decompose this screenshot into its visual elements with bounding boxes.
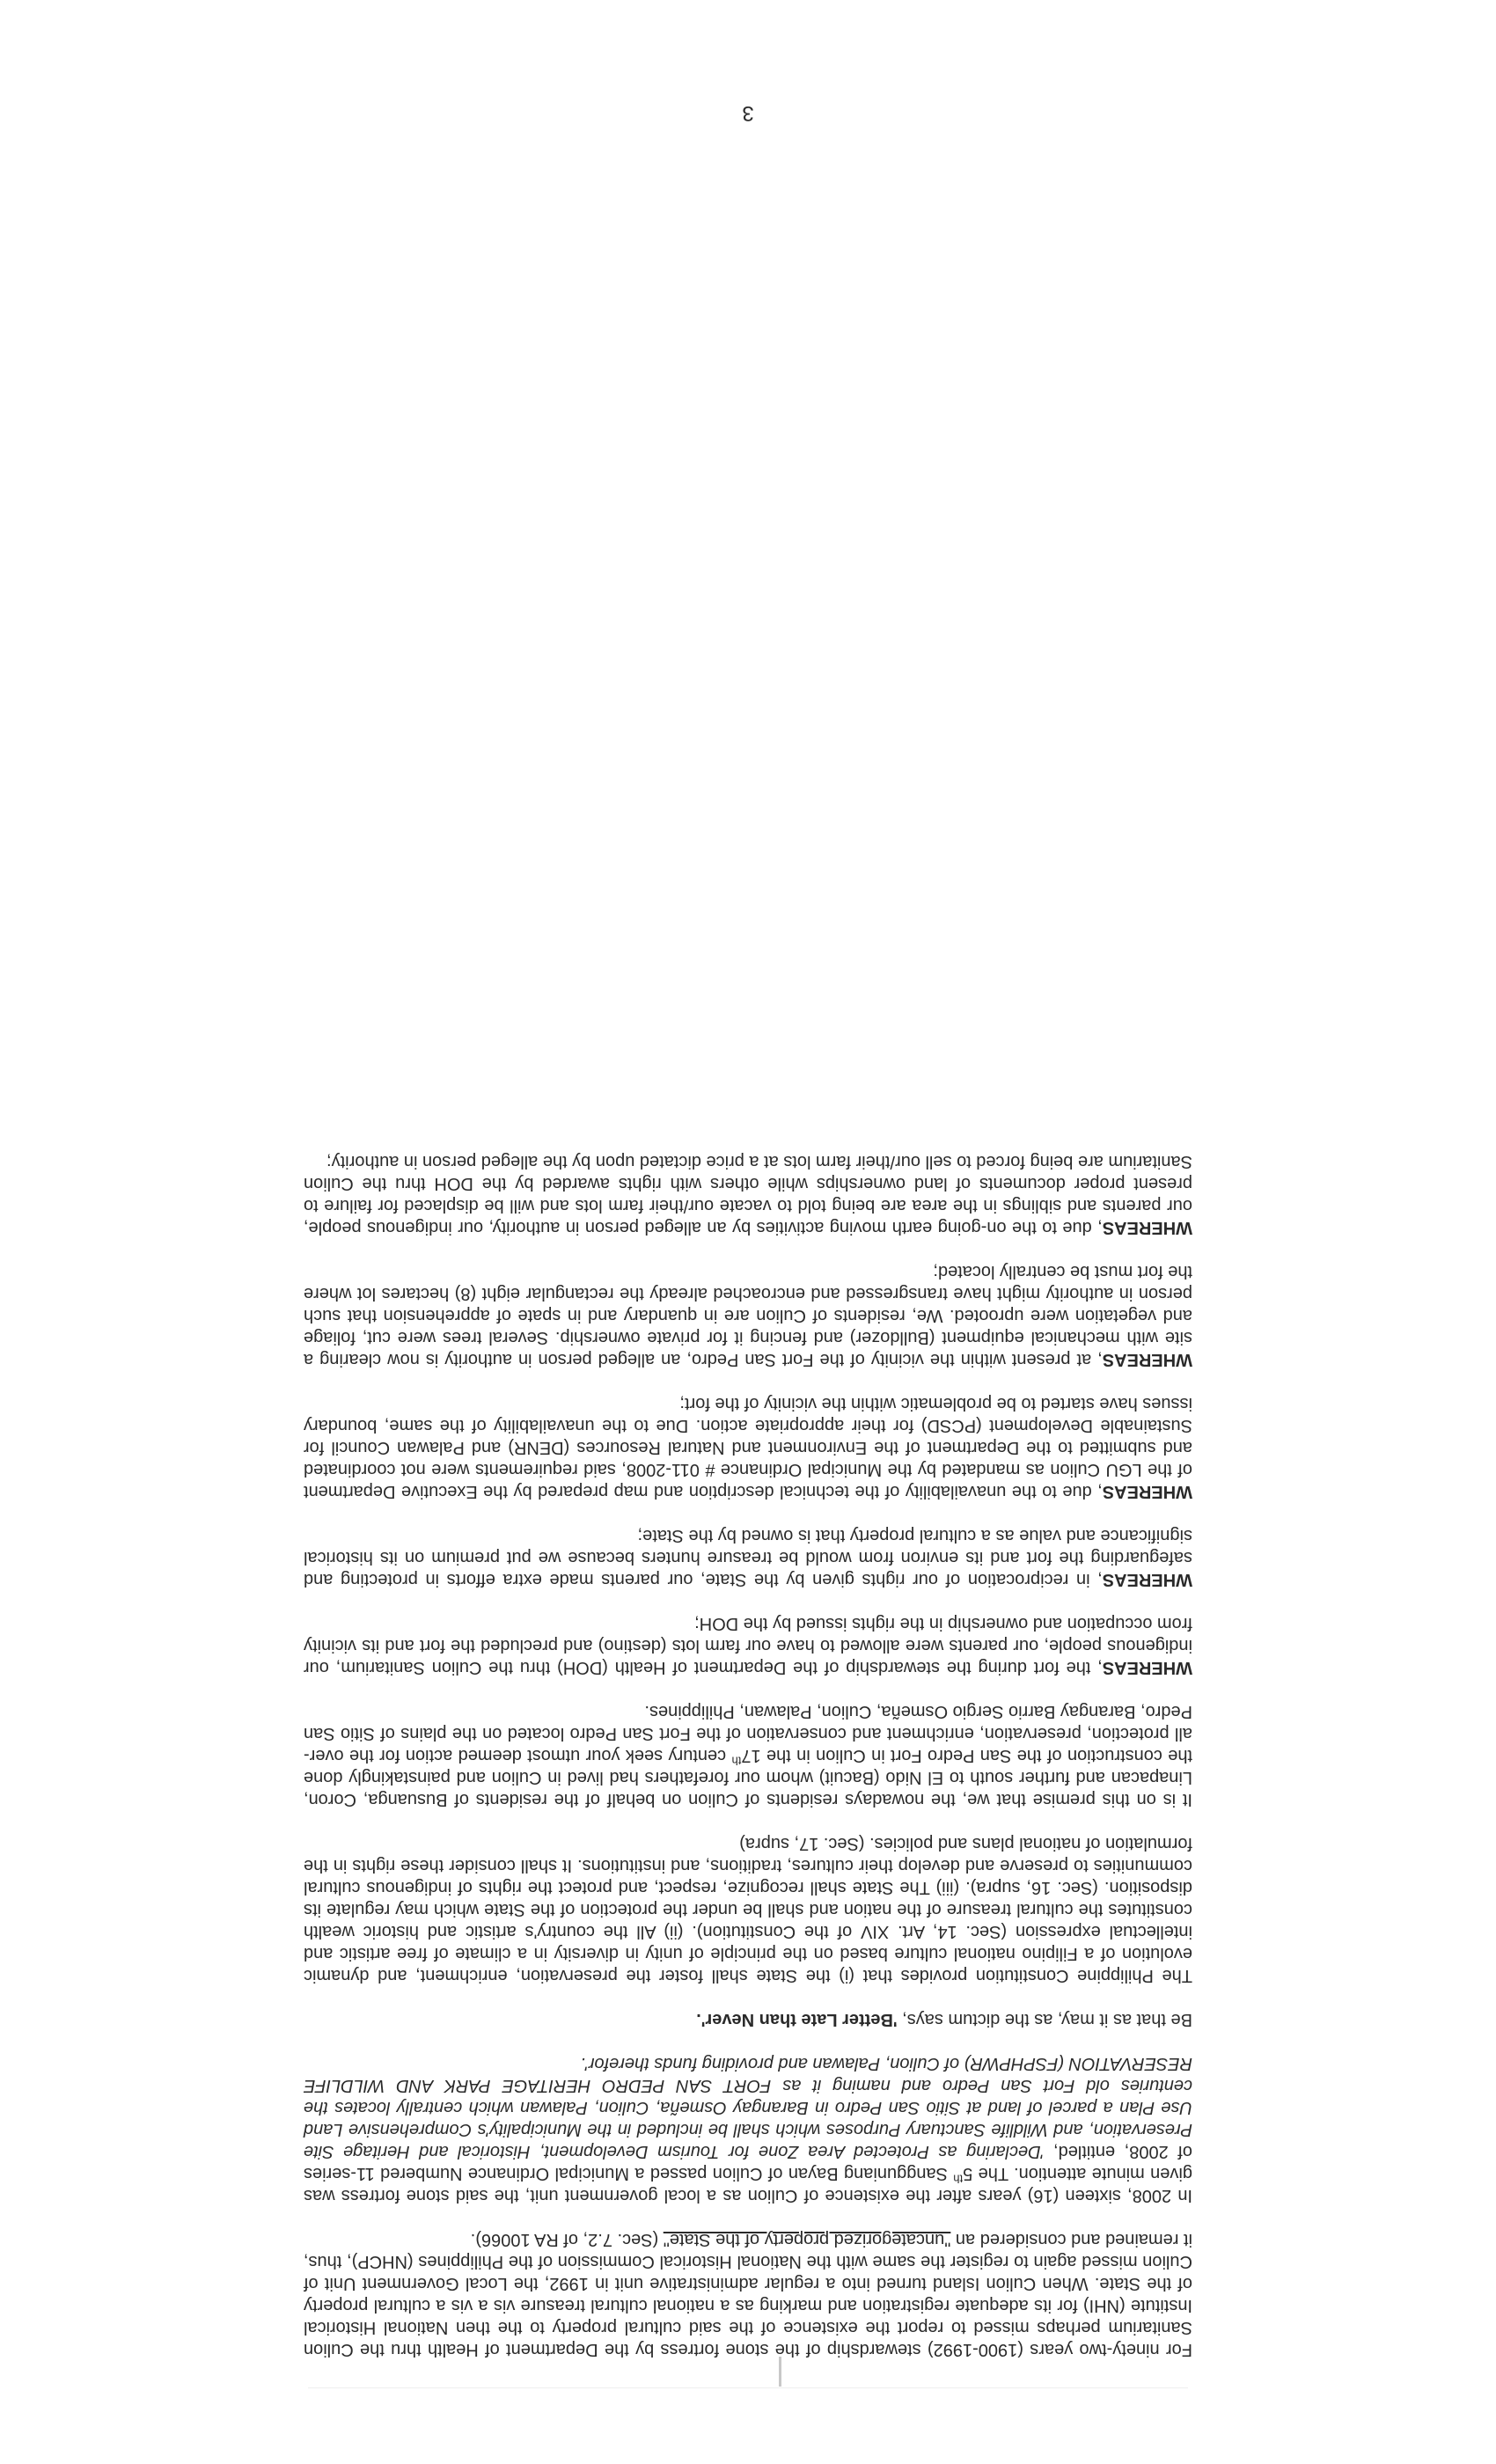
paragraph-text: (Sec. 7.2, of RA 10066). bbox=[470, 2230, 664, 2249]
whereas-text: , due to the unavailability of the technical description and map prepared by the Executive Department of the LGU Culion as mandated by the Municipal Ordinance # 011-2008, said requirements were not coordinated and submitted to the Department of the Environment and Natural Resources (DENR) and Palawan Council for Sustainable Development (PCSD) for their appropriate action. Due to the unavailability of the same, boundary issues have started to be problematic within the vicinity of the fort; bbox=[304, 1394, 1192, 1501]
whereas-clause bbox=[304, 1612, 1192, 1678]
whereas-text: , at present within the vicinity of the Fort San Pedro, an alleged person in authority is now clearing a site with mechanical equipment (Bulldozer) and fencing it for private ownership. Several trees were cut, foliage and vegetation were uprooted. We, residents of Culion are in quandary and in spate of apprehension that such person in authority might have transgressed and encroached already the rectangular eight (8) hectares lot where the fort must be centrally located; bbox=[304, 1262, 1192, 1369]
scan-artifact-line bbox=[308, 2387, 1188, 2388]
whereas-clause bbox=[304, 1260, 1192, 1370]
whereas-text: , in reciprocation of our rights given by the State, our parents made extra efforts in protecting and safeguarding the fort and its environ from would be treasure hunters because we put premium on its historical significance and value as a cultural property that is owned by the State; bbox=[304, 1526, 1192, 1589]
whereas-clause bbox=[304, 1392, 1192, 1502]
whereas-label: WHEREAS bbox=[1102, 1482, 1192, 1501]
superscript: th bbox=[731, 1754, 742, 1768]
paragraph-dictum bbox=[304, 2008, 1192, 2030]
paragraph-text: Sangguniang Bayan of Culion passed a Municipal Ordinance Numbered 11-series of 2008, entitled, bbox=[303, 2142, 1192, 2183]
paragraph-text: Be that as it may, as the dictum says, bbox=[897, 2010, 1192, 2029]
paragraph-text: In 2008, sixteen (16) years after the existence of Culion as a local government unit, the said stone fortress was given minute attention. The 5 bbox=[304, 2164, 1192, 2205]
ordinance-title: 'Declaring as Protected Area Zone for Tourism Development, Historical and Heritage Site Preservation, and Wildlife Sanctuary Purposes which shall be included in the Municipality's Comprehensive Land Use Plan a parcel of land at Sitio San Pedro in Barangay Osmeña, Culion, Palawan which centrally locates the centuries old Fort San Pedro and naming it as FORT SAN PEDRO HERITAGE PARK AND WILDLIFE RESERVATION (FSPHPWR) of Culion, Palawan and providing funds therefor'. bbox=[304, 2054, 1192, 2161]
underlined-quote: "uncategorized property of the State" bbox=[663, 2230, 951, 2249]
superscript: th bbox=[953, 2172, 964, 2186]
whereas-label: WHEREAS bbox=[1102, 1570, 1192, 1589]
page-number: 3 bbox=[742, 101, 754, 125]
document-body bbox=[304, 1128, 1192, 2360]
paragraph-ordinance bbox=[304, 2052, 1192, 2206]
whereas-text: , the fort during the stewardship of the Department of Health (DOH) thru the Culion Sanitarium, our indigenous people, our parents were allowed to have our farm lots (destino) and precluded the fort and its vicinity from occupation and ownership in the rights issued by the DOH; bbox=[304, 1614, 1192, 1677]
whereas-label: WHEREAS bbox=[1102, 1218, 1192, 1237]
whereas-text: , due to the on-going earth moving activities by an alleged person in authority, our indigenous people, our parents and siblings in the area are being told to vacate our/their farm lots and will be displaced for failure to present proper documents of land ownerships while others with rights awarded by the DOH thru the Culion Sanitarium are being forced to sell our/their farm lots at a price dictated upon by the alleged person in authority; bbox=[304, 1152, 1192, 1237]
paragraph-text: For ninety-two years (1900-1992) stewardship of the stone fortress by the Department of Health thru the Culion Sanitarium perhaps missed to report the existence of the said cultural property to the then National Historical Institute (NHI) for its adequate registration and marking as a national cultural treasure vis a vis a cultural property of the State. When Culion Island turned into a regular administrative unit in 1992, the Local Government Unit of Culion missed again to register the same with the National Historical Commission of the Philippines (NHCP), thus, it remained and considered an bbox=[304, 2230, 1192, 2359]
whereas-clause bbox=[304, 1150, 1192, 1238]
whereas-label: WHEREAS bbox=[1102, 1350, 1192, 1369]
paragraph-stewardship bbox=[304, 2228, 1192, 2360]
paragraph-text: century seek your utmost deemed action for the over-all protection, preservation, enrichment and conservation of the Fort San Pedro located on the plains of Sitio San Pedro, Barangay Barrio Sergio Osmeña, Culion, Palawan, Philippines. bbox=[304, 1702, 1192, 1765]
whereas-clause bbox=[304, 1524, 1192, 1590]
dictum-quote: 'Better Late than Never'. bbox=[696, 2010, 898, 2029]
scan-artifact-mark bbox=[779, 2357, 781, 2387]
whereas-label: WHEREAS bbox=[1102, 1658, 1192, 1677]
paragraph-text: It is on this premise that we, the nowadays residents of Culion on behalf of the residents of Busuanga, Coron, Linapacan and further south to El Nido (Bacuit) whom our forefathers had lived in Culion and painstakingly done the construction of the San Pedro Fort in Culion in the 17 bbox=[304, 1746, 1192, 1809]
paragraph-constitution: The Philippine Constitution provides that (i) the State shall foster the preservation, enrichment, and dynamic evolution of a Filipino national culture based on the principle of unity in diversity in a climate of free artistic and intellectual expression (Sec. 14, Art. XIV of the Constitution). (ii) All the country's artistic and historic wealth constitutes the cultural treasure of the nation and shall be under the protection of the State which may regulate its disposition. (Sec. 16, supra). (iii) The State shall recognize, respect, and protect the rights of indigenous cultural communities to preserve and develop their cultures, traditions, and institutions. It shall consider these rights in the formulation of national plans and policies. (Sec. 17, supra) bbox=[304, 1834, 1192, 1985]
paragraph-premise bbox=[304, 1700, 1192, 1810]
